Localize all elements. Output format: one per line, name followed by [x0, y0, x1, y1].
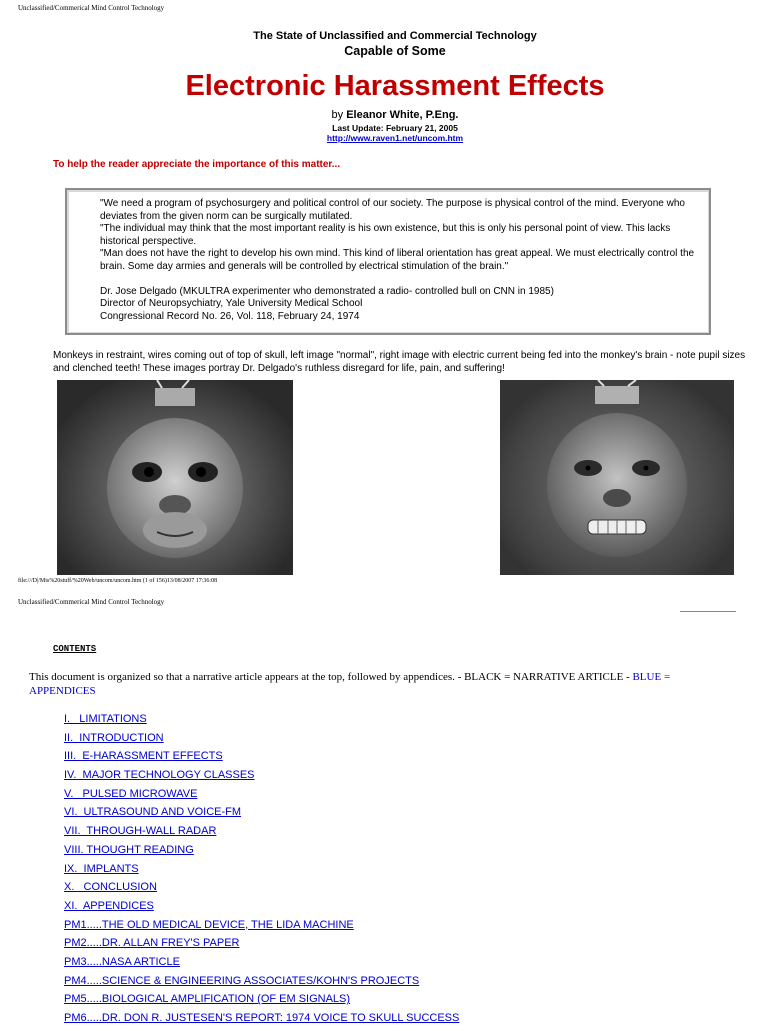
doc-note-blue-text: BLUE = APPENDICES: [29, 671, 671, 697]
intro-text: To help the reader appreciate the importance of this matter...: [53, 159, 341, 170]
toc-item: [64, 881, 459, 900]
citation-line-2: Director of Neuropsychiatry, Yale University Medical School: [100, 298, 363, 310]
toc-item: [64, 750, 459, 769]
byline: [0, 109, 768, 121]
quote-box: [65, 188, 711, 335]
toc-item: [64, 769, 459, 788]
citation-line-3: Congressional Record No. 26, Vol. 118, February 24, 1974: [100, 310, 360, 322]
table-of-contents: [64, 713, 459, 1031]
toc-link[interactable]: PM1.....THE OLD MEDICAL DEVICE, THE LIDA MACHINE: [64, 918, 354, 931]
monkey-photo-stimulated: [500, 380, 734, 575]
subtitle-line-2: Capable of Some: [344, 44, 446, 58]
toc-link[interactable]: PM3.....NASA ARTICLE: [64, 955, 180, 968]
source-url-link[interactable]: http://www.raven1.net/uncom.htm: [326, 133, 464, 143]
toc-link[interactable]: VII. THROUGH-WALL RADAR: [64, 825, 217, 838]
doc-note-black-text: This document is organized so that a narrative article appears at the top, followed by appendices. - BLACK = NARRATIVE ARTICLE -: [29, 671, 633, 683]
author-name: Eleanor White, P.Eng.: [346, 109, 459, 121]
toc-item: [64, 975, 459, 994]
toc-item: [64, 1012, 459, 1031]
toc-link[interactable]: PM5.....BIOLOGICAL AMPLIFICATION (OF EM SIGNALS): [64, 993, 351, 1006]
subtitle-line-1: The State of Unclassified and Commercial Technology: [253, 30, 537, 42]
toc-link[interactable]: VI. ULTRASOUND AND VOICE-FM: [64, 806, 242, 819]
toc-link[interactable]: PM2.....DR. ALLAN FREY'S PAPER: [64, 937, 240, 950]
monkey-photo-normal: [57, 380, 293, 575]
toc-link[interactable]: IX. IMPLANTS: [64, 862, 139, 875]
page-divider: [680, 611, 736, 612]
toc-link[interactable]: X. CONCLUSION: [64, 881, 157, 894]
toc-item: [64, 806, 459, 825]
toc-link[interactable]: PM6.....DR. DON R. JUSTESEN'S REPORT: 1974 VOICE TO SKULL SUCCESS: [64, 1012, 460, 1024]
toc-link[interactable]: III. E-HARASSMENT EFFECTS: [64, 750, 223, 763]
toc-item: [64, 919, 459, 938]
toc-item: [64, 993, 459, 1012]
toc-item: [64, 713, 459, 732]
quote-paragraph-3: "Man does not have the right to develop his own mind. This kind of liberal orientation has great appeal. We must electrically control the brain. Some day armies and generals will be controlled by electrical stimulation of the brain.": [100, 248, 695, 272]
image-caption: Monkeys in restraint, wires coming out of top of skull, left image "normal", right image with electric current being fed into the monkey's brain - note pupil sizes and clenched teeth! These images portray Dr. Delgado's ruthless disregard for life, pain, and suffering!: [53, 350, 746, 374]
document-organization-note: [29, 670, 729, 698]
last-update: Last Update: February 21, 2005: [332, 123, 458, 133]
document-title: Electronic Harassment Effects: [185, 70, 605, 102]
toc-item: [64, 788, 459, 807]
toc-item: [64, 900, 459, 919]
quote-paragraph-1: "We need a program of psychosurgery and political control of our society. The purpose is physical control of the mind. Everyone who deviates from the given norm can be surgically mutilated.: [100, 198, 685, 222]
toc-item: [64, 863, 459, 882]
toc-item: [64, 956, 459, 975]
toc-item: [64, 825, 459, 844]
toc-link[interactable]: IV. MAJOR TECHNOLOGY CLASSES: [64, 769, 255, 782]
toc-item: [64, 732, 459, 751]
quote-paragraph-2: "The individual may think that the most important reality is his own existence, but this is only his personal point of view. This lacks historical perspective.: [100, 223, 671, 247]
citation-line-1: Dr. Jose Delgado (MKULTRA experimenter who demonstrated a radio- controlled bull on CNN in 1985): [100, 285, 554, 297]
toc-link[interactable]: VIII. THOUGHT READING: [64, 843, 194, 856]
toc-item: [64, 937, 459, 956]
toc-link[interactable]: XI. APPENDICES: [64, 899, 154, 912]
toc-item: [64, 844, 459, 863]
toc-link[interactable]: II. INTRODUCTION: [64, 731, 164, 744]
toc-link[interactable]: PM4.....SCIENCE & ENGINEERING ASSOCIATES/KOHN'S PROJECTS: [64, 974, 420, 987]
by-prefix: by: [331, 109, 344, 121]
toc-link[interactable]: V. PULSED MICROWAVE: [64, 787, 198, 800]
toc-link[interactable]: I. LIMITATIONS: [64, 713, 147, 725]
contents-heading: CONTENTS: [53, 644, 97, 654]
running-header: Unclassified/Commerical Mind Control Technology: [18, 4, 165, 12]
page-footer-path: file:///D|/Mis%20stuff/%20Web/uncom/uncom.htm (1 of 156)13/08/2007 17:36:08: [18, 578, 218, 584]
running-header-page-2: Unclassified/Commerical Mind Control Technology: [18, 598, 165, 606]
